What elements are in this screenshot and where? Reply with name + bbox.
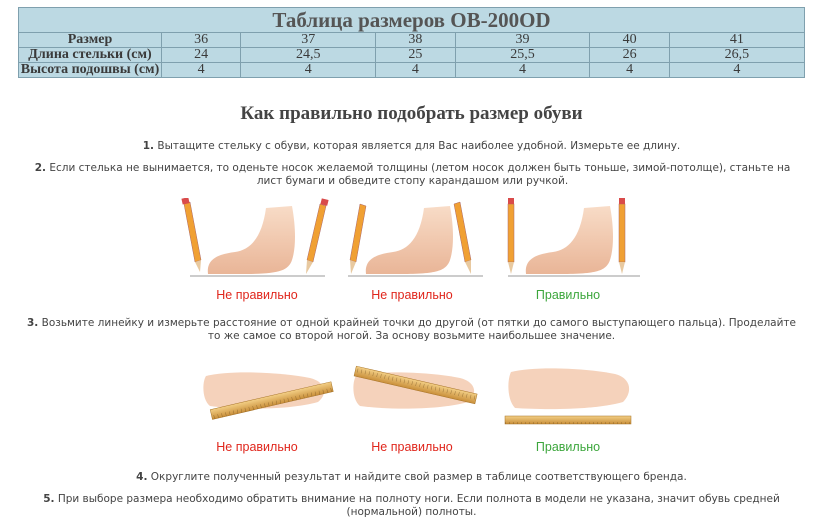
pencil-icon <box>619 198 625 274</box>
table-cell: 37 <box>241 33 376 48</box>
ruler-measure-illustrations <box>200 362 640 432</box>
table-cell: 4 <box>455 63 590 78</box>
table-cell: 25,5 <box>455 48 590 63</box>
step-text: Если стелька не вынимается, то оденьте носок желаемой толщины (летом носок должен быть тоньше, зимой-потолще), станьте на лист бумаги и обведите стопу карандашом или ручкой. <box>49 162 791 187</box>
table-cell: 40 <box>590 33 669 48</box>
pencil-icon <box>508 198 514 274</box>
table-row <box>19 33 805 48</box>
table-row <box>19 63 805 78</box>
table-cell: 36 <box>162 33 241 48</box>
table-cell: 4 <box>241 63 376 78</box>
step-number: 4. <box>136 471 148 483</box>
size-table-title: Таблица размеров OB-200OD <box>19 8 805 33</box>
step-5 <box>40 493 783 519</box>
step-3 <box>20 317 803 343</box>
step-text: Вытащите стельку с обуви, которая является для Вас наиболее удобной. Измерьте ее длину. <box>157 140 681 152</box>
step-1 <box>20 140 803 153</box>
step-number: 2. <box>34 162 46 174</box>
table-cell: 25 <box>376 48 455 63</box>
table-cell: 4 <box>376 63 455 78</box>
table-cell: 4 <box>162 63 241 78</box>
caption-wrong: Не правильно <box>216 288 298 302</box>
table-cell: 38 <box>376 33 455 48</box>
guide-title: Как правильно подобрать размер обуви <box>240 103 583 124</box>
table-cell: 26 <box>590 48 669 63</box>
row-header: Размер <box>19 33 162 48</box>
table-cell: 39 <box>455 33 590 48</box>
step-text: При выборе размера необходимо обратить внимание на полноту ноги. Если полнота в модели не указана, значит обувь средней (нормальной) полноты. <box>57 493 780 518</box>
step-2 <box>25 162 800 188</box>
step-4 <box>20 471 803 484</box>
table-cell: 41 <box>669 33 804 48</box>
foot-icon <box>190 206 325 276</box>
pencil-icon <box>454 202 471 274</box>
row-header: Длина стельки (см) <box>19 48 162 63</box>
caption-right: Правильно <box>535 288 601 302</box>
table-cell: 4 <box>590 63 669 78</box>
table-cell: 24 <box>162 48 241 63</box>
table-cell: 4 <box>669 63 804 78</box>
step-number: 5. <box>43 493 55 505</box>
step-text: Возьмите линейку и измерьте расстояние от одной крайней точки до другой (от пятки до самого выступающего пальца). Проделайте то же самое со второй ногой. За основу возьмите наибольшее значение. <box>41 317 797 342</box>
table-row <box>19 48 805 63</box>
table-cell: 24,5 <box>241 48 376 63</box>
pencil-icon <box>181 198 201 272</box>
row-header: Высота подошвы (см) <box>19 63 162 78</box>
step-text: Округлите полученный результат и найдите свой размер в таблице соответствующего бренда. <box>150 471 687 483</box>
pencil-icon <box>306 198 329 274</box>
pencil-tracing-illustrations <box>180 198 640 288</box>
size-table <box>18 7 805 78</box>
table-cell: 26,5 <box>669 48 804 63</box>
ruler-icon <box>505 416 631 424</box>
caption-wrong: Не правильно <box>371 288 453 302</box>
caption-right: Правильно <box>535 440 601 454</box>
step-number: 1. <box>142 140 155 152</box>
caption-wrong: Не правильно <box>216 440 298 454</box>
caption-wrong: Не правильно <box>371 440 453 454</box>
step-number: 3. <box>26 317 39 329</box>
foot-icon <box>508 368 629 409</box>
pencil-icon <box>350 204 366 274</box>
